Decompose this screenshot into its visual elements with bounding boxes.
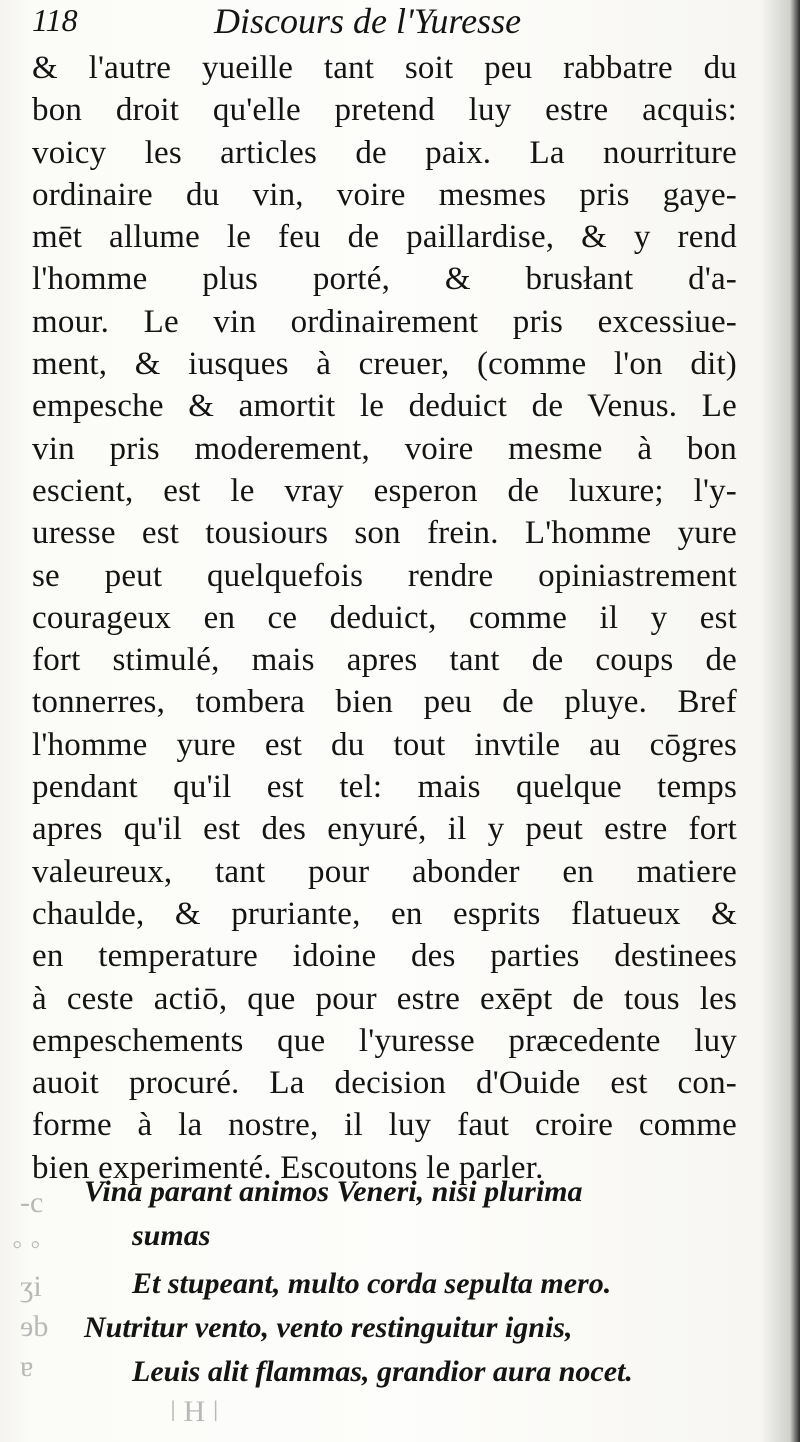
verse-line: Leuis alit flammas, grandior aura nocet. (132, 1355, 633, 1388)
text-line: fort stimulé, mais apres tant de coups de (32, 642, 737, 679)
show-through-mark: ◦ ◦ (12, 1228, 41, 1261)
verse-line: Nutritur vento, vento restinguitur ignis, (84, 1311, 573, 1344)
text-line: se peut quelquefois rendre opiniastrement (32, 557, 737, 594)
text-line: en temperature idoine des parties destinees (32, 938, 737, 975)
text-line: voicy les articles de paix. La nourriture (32, 134, 737, 171)
text-line: empesche & amortit le deduict de Venus. Le (32, 388, 737, 425)
show-through-mark: ʒi (20, 1270, 42, 1303)
text-line: pendant qu'il est tel: mais quelque temps (32, 769, 737, 806)
text-line: apres qu'il est des enyuré, il y peut estre fort (32, 811, 737, 848)
body-text (32, 47, 737, 1189)
verse-line: Et stupeant, multo corda sepulta mero. (132, 1267, 612, 1300)
text-line: uresse est tousiours son frein. L'homme yure (32, 515, 737, 552)
text-line: vin pris moderement, voire mesme à bon (32, 430, 737, 467)
text-line: à ceste actiō, que pour estre exēpt de tous les (32, 980, 737, 1017)
show-through-mark: ǀ H ǀ (170, 1395, 219, 1428)
text-line: ordinaire du vin, voire mesmes pris gaye- (32, 176, 737, 213)
show-through-mark: -c (20, 1186, 44, 1219)
text-line: escient, est le vray esperon de luxure; l'y- (32, 472, 737, 509)
text-line: l'homme plus porté, & brusłant d'a- (32, 261, 737, 298)
text-line: valeureux, tant pour abonder en matiere (32, 853, 737, 890)
text-line: bon droit qu'elle pretend luy estre acquis: (32, 92, 737, 129)
text-line: forme à la nostre, il luy faut croire comme (32, 1107, 737, 1144)
running-head: Discours de l'Yuresse (214, 1, 522, 41)
text-line: mour. Le vin ordinairement pris excessiue- (32, 303, 737, 340)
text-line: mēt allume le feu de paillardise, & y rend (32, 219, 737, 256)
text-line: auoit procuré. La decision d'Ouide est con- (32, 1065, 737, 1102)
text-line: ment, & iusques à creuer, (comme l'on dit) (32, 346, 737, 383)
text-line: & l'autre yueille tant soit peu rabbatre du (32, 50, 737, 86)
verse-line: sumas (132, 1219, 211, 1252)
verse-line: Vina parant animos Veneri, nisi plurima (84, 1175, 583, 1208)
text-line: tonnerres, tombera bien peu de pluye. Bref (32, 684, 737, 721)
page-number: 118 (32, 2, 78, 38)
text-line: l'homme yure est du tout invtile au cōgres (32, 726, 737, 763)
text-line: courageux en ce deduict, comme il y est (32, 599, 737, 636)
show-through-mark: ɘb (20, 1310, 49, 1343)
show-through-mark: ɐ (20, 1350, 34, 1383)
text-line: empeschements que l'yuresse præcedente luy (32, 1022, 737, 1059)
page-header (30, 0, 750, 48)
text-line-last: bien experimenté. Escoutons le parler. (32, 1149, 544, 1186)
text-line: chaulde, & pruriante, en esprits flatueux & (32, 895, 737, 932)
